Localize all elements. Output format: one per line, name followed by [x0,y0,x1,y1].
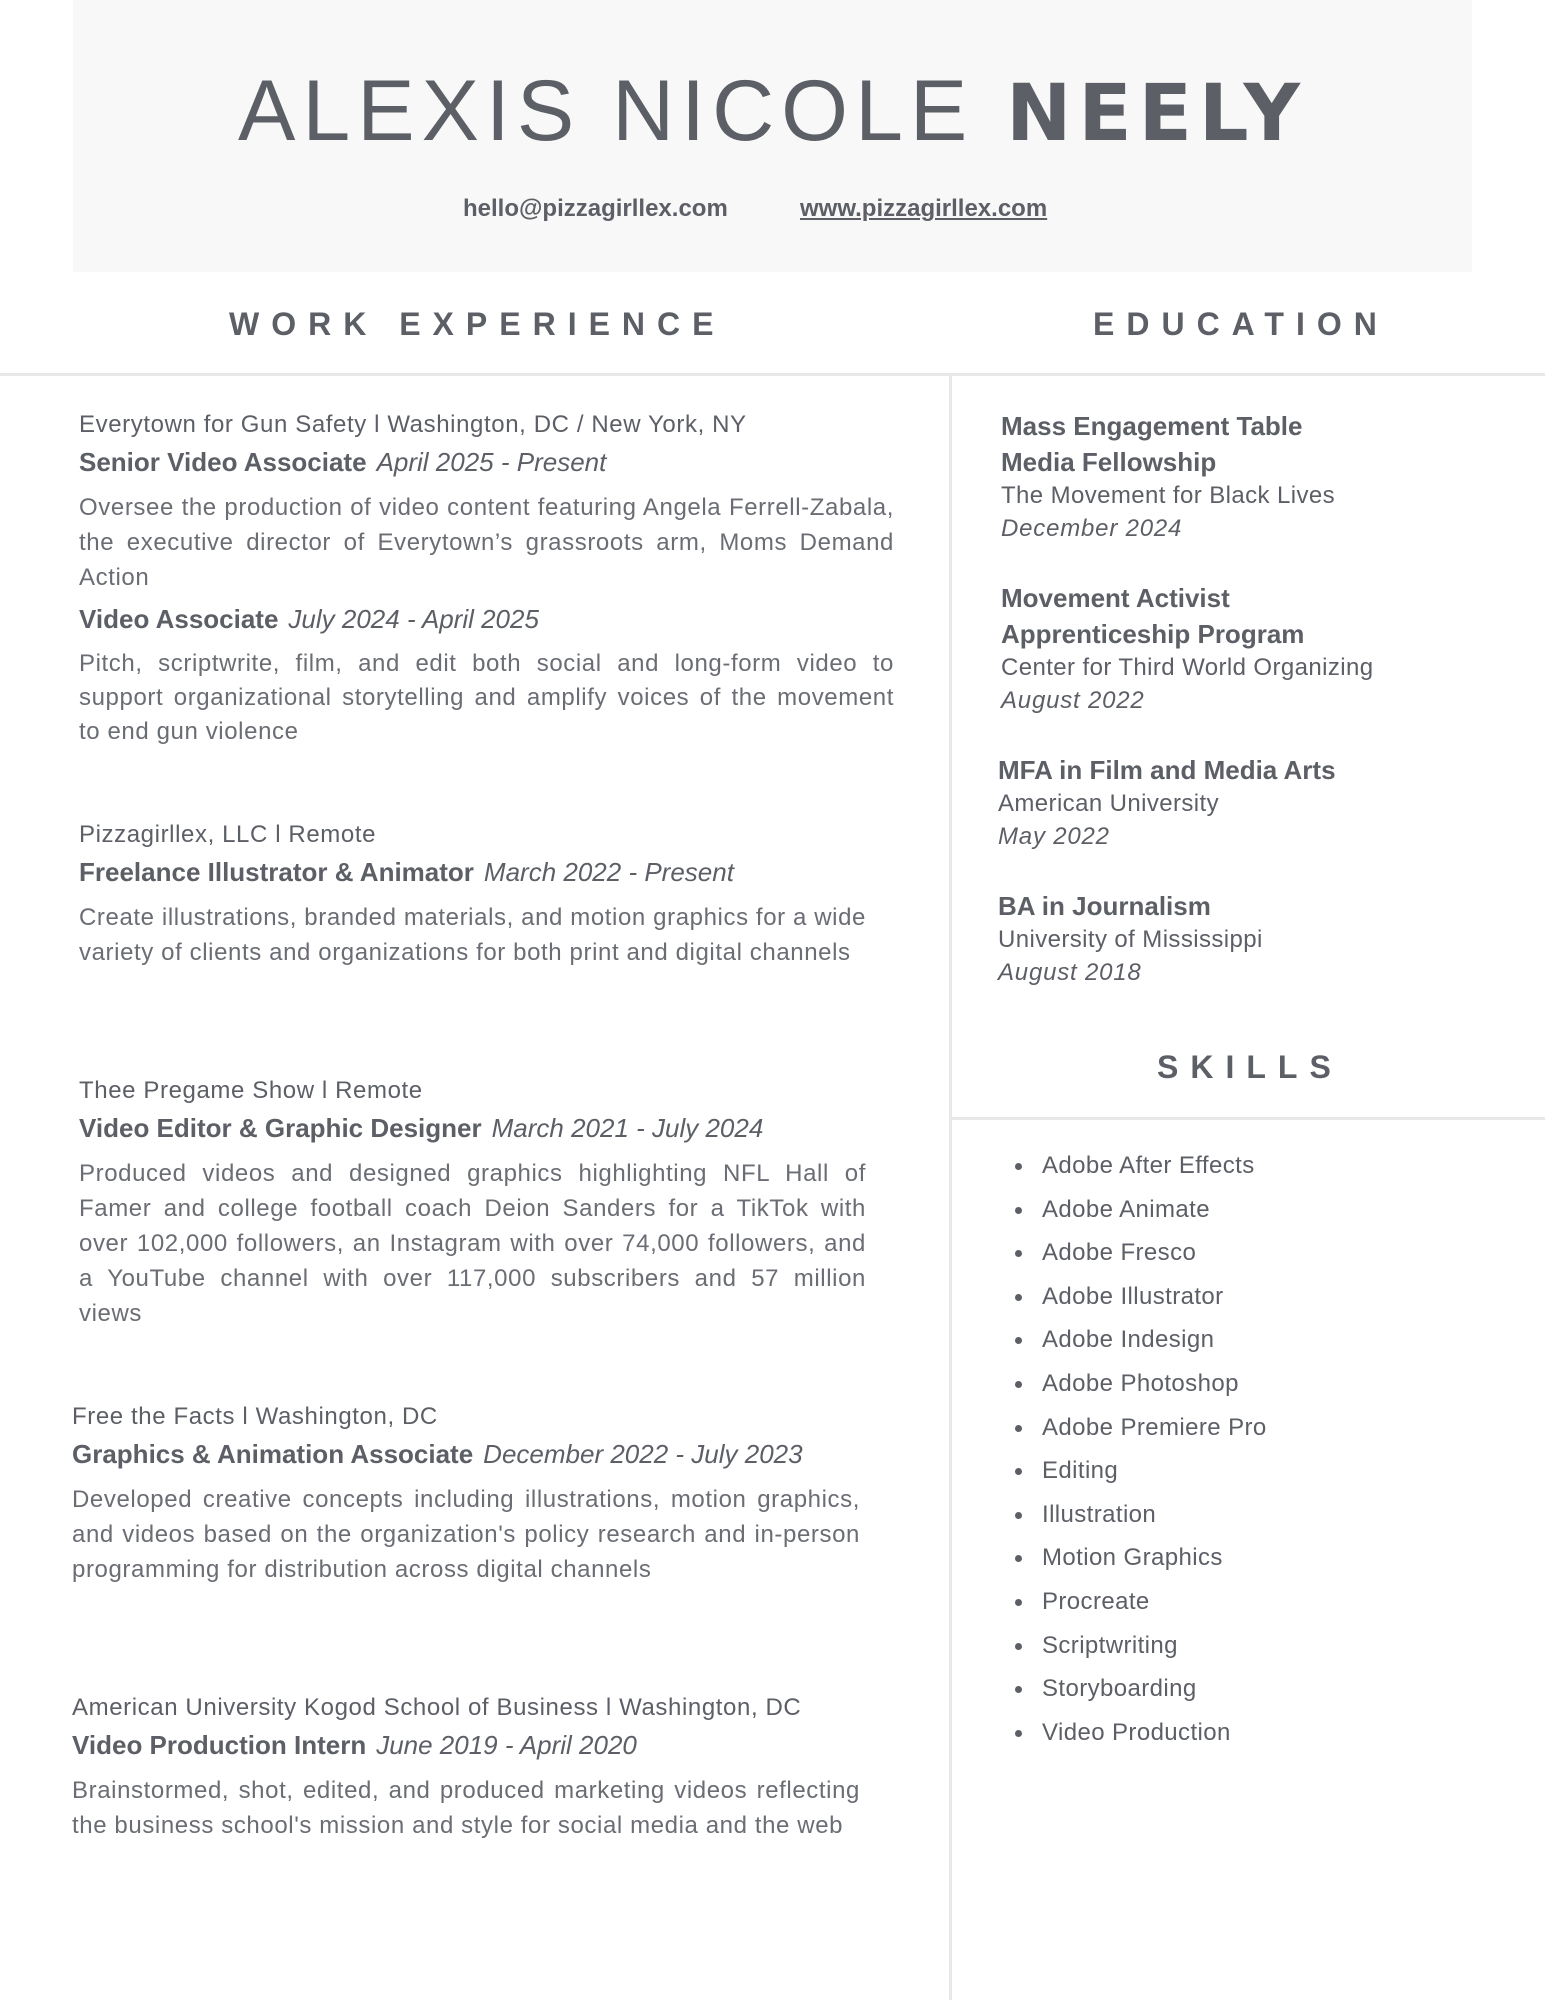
job-title: Video Editor & Graphic Designer [79,1113,482,1143]
skill-label: Illustration [1042,1500,1157,1528]
skill-item [1010,1148,1267,1192]
degree-title: Media Fellowship [1001,447,1217,477]
skill-label: Adobe Indesign [1042,1326,1215,1354]
job-description: Create illustrations, branded materials, and motion graphics for a wide variety of clients and organizations for both print and digital channels [79,904,866,966]
education-date: December 2024 [1001,515,1183,542]
job-role [79,1108,866,1148]
job-description: Developed creative concepts including illustrations, motion graphics, and videos based on the organization's policy research and in-person programming for distribution across digital channels [72,1486,860,1583]
degree-title: MFA in Film and Media Arts [998,755,1336,785]
bullet-icon [1015,1686,1022,1693]
job-role [72,1725,860,1765]
skill-item [1010,1628,1267,1672]
job-role [79,442,894,482]
job-dates: December 2022 - July 2023 [483,1439,803,1469]
employer: American University Kogod School of Business l Washington, DC [72,1694,802,1721]
job-role [79,852,866,892]
skill-label: Adobe Illustrator [1042,1282,1224,1310]
education-heading: EDUCATION [1093,306,1389,342]
resume-header [73,0,1472,272]
skill-item [1010,1235,1267,1279]
bullet-icon [1015,1643,1022,1650]
job-dates: July 2024 - April 2025 [288,604,539,634]
skill-item [1010,1671,1267,1715]
job-title: Video Production Intern [72,1730,367,1760]
education-date: August 2022 [1001,687,1145,714]
job-description: Oversee the production of video content featuring Angela Ferrell-Zabala, the executive director of Everytown’s grassroots arm, Moms Demand Action [79,494,894,591]
job-title: Graphics & Animation Associate [72,1439,474,1469]
work-entry-kogod [72,1691,860,1847]
skill-label: Scriptwriting [1042,1631,1178,1659]
education-entry [1001,408,1431,546]
bullet-icon [1015,1512,1022,1519]
bullet-icon [1015,1468,1022,1475]
skill-label: Editing [1042,1457,1119,1485]
degree-title: Mass Engagement Table [1001,411,1303,441]
education-date: May 2022 [998,823,1110,850]
skill-item [1010,1453,1267,1497]
bullet-icon [1015,1163,1022,1170]
job-dates: June 2019 - April 2020 [376,1730,637,1760]
first-name: ALEXIS NICOLE [238,63,975,159]
job-description: Pitch, scriptwrite, film, and edit both social and long-form video to support organizational storytelling and amplify voices of the movement to end gun violence [79,650,894,745]
job-description: Produced videos and designed graphics highlighting NFL Hall of Famer and college football coach Deion Sanders for a TikTok with over 102,000 followers, an Instagram with over 74,000 followers, and a YouTube channel with over 117,000 subscribers and 57 million views [79,1160,866,1327]
education-entry [998,752,1428,854]
job-role [79,599,894,639]
skill-item [1010,1584,1267,1628]
skill-item [1010,1497,1267,1541]
work-entry-pizzagirllex [79,818,866,974]
skill-label: Video Production [1042,1718,1231,1746]
institution: The Movement for Black Lives [1001,482,1335,509]
job-dates: March 2021 - July 2024 [491,1113,764,1143]
candidate-name [73,62,1472,161]
column-divider [949,375,952,2000]
skill-item [1010,1366,1267,1410]
employer: Free the Facts l Washington, DC [72,1403,438,1430]
skill-item [1010,1279,1267,1323]
skill-item [1010,1715,1267,1759]
skill-item [1010,1322,1267,1366]
skills-divider [952,1117,1545,1120]
skill-label: Storyboarding [1042,1675,1197,1703]
skill-item [1010,1192,1267,1236]
work-entry-everytown [79,408,894,753]
email-address[interactable]: hello@pizzagirllex.com [463,195,728,222]
website-link[interactable]: www.pizzagirllex.com [800,195,1048,222]
institution: American University [998,790,1219,817]
work-experience-heading: WORK EXPERIENCE [229,306,726,342]
degree-title: Movement Activist [1001,583,1230,613]
education-entry [998,888,1428,990]
education-entry [1001,580,1431,718]
skill-label: Adobe Premiere Pro [1042,1413,1267,1441]
skill-item [1010,1410,1267,1454]
skill-label: Motion Graphics [1042,1544,1223,1572]
skills-list [1010,1148,1267,1758]
job-title: Video Associate [79,604,279,634]
skills-heading: SKILLS [1157,1049,1343,1085]
degree-title: Apprenticeship Program [1001,619,1305,649]
degree-title: BA in Journalism [998,891,1211,921]
last-name: NEELY [1006,69,1307,159]
skill-label: Procreate [1042,1587,1150,1615]
bullet-icon [1015,1207,1022,1214]
job-dates: April 2025 - Present [376,447,607,477]
employer: Everytown for Gun Safety l Washington, DC / New York, NY [79,411,747,438]
skill-label: Adobe Photoshop [1042,1369,1239,1397]
institution: University of Mississippi [998,926,1263,953]
job-title: Freelance Illustrator & Animator [79,857,474,887]
education-date: August 2018 [998,959,1142,986]
work-entry-pregame-show [79,1074,866,1335]
bullet-icon [1015,1730,1022,1737]
job-description: Brainstormed, shot, edited, and produced marketing videos reflecting the business school's mission and style for social media and the web [72,1777,860,1839]
skill-label: Adobe After Effects [1042,1152,1255,1179]
bullet-icon [1015,1294,1022,1301]
skill-item [1010,1540,1267,1584]
section-divider [0,373,1545,376]
skill-label: Adobe Animate [1042,1195,1210,1223]
skill-label: Adobe Fresco [1042,1239,1197,1267]
bullet-icon [1015,1555,1022,1562]
employer: Thee Pregame Show l Remote [79,1077,423,1104]
bullet-icon [1015,1337,1022,1344]
bullet-icon [1015,1381,1022,1388]
bullet-icon [1015,1250,1022,1257]
job-role [72,1434,860,1474]
bullet-icon [1015,1599,1022,1606]
bullet-icon [1015,1425,1022,1432]
work-entry-free-the-facts [72,1400,860,1591]
job-dates: March 2022 - Present [483,857,734,887]
employer: Pizzagirllex, LLC l Remote [79,821,377,848]
job-title: Senior Video Associate [79,447,367,477]
institution: Center for Third World Organizing [1001,654,1374,681]
